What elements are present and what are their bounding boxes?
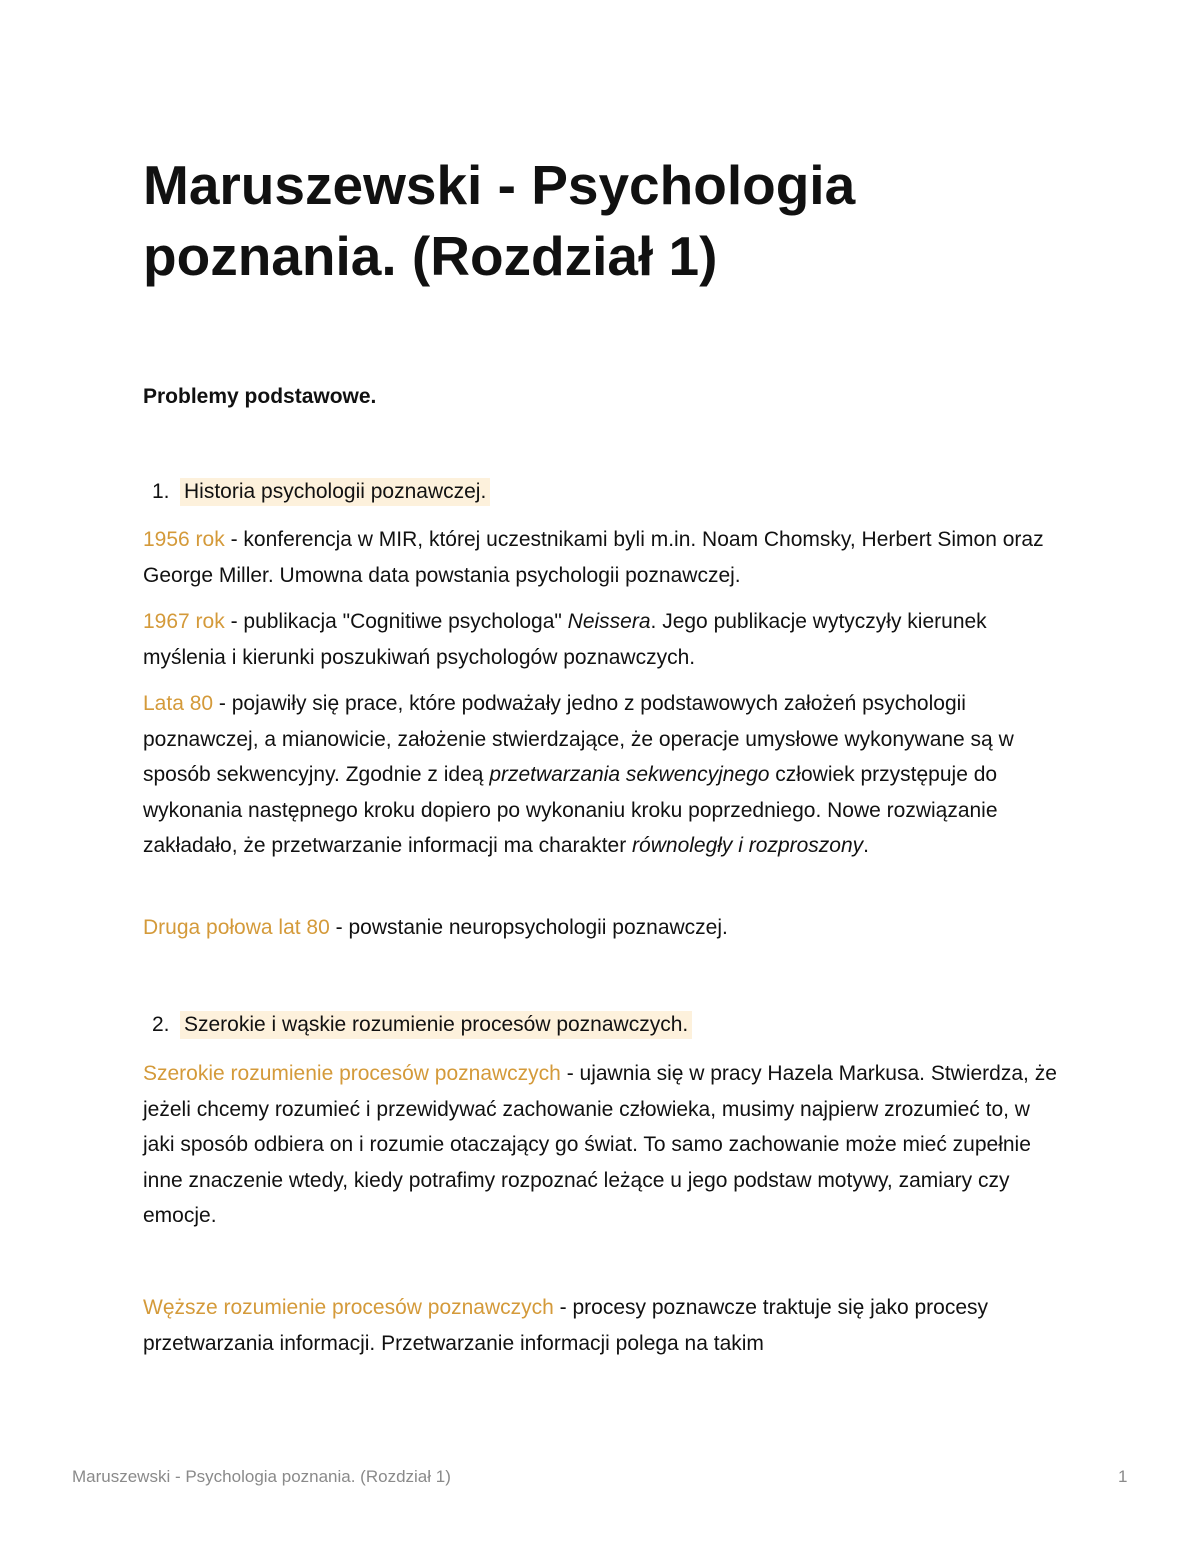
paragraph-lata-80 (143, 686, 1063, 864)
section-subheading: Problemy podstawowe. (143, 385, 377, 408)
term-wezsze: Węższe rozumienie procesów poznawczych (143, 1296, 554, 1319)
text-1967-b: . Jego publikacje wytyczyły kierunek myślenia i kierunki poszukiwań psychologów poznawczych. (143, 610, 987, 669)
section-heading-history: Historia psychologii poznawczej. (180, 478, 490, 506)
document-title: Maruszewski - Psychologia poznania. (Rozdział 1) (143, 154, 856, 287)
term-szerokie: Szerokie rozumienie procesów poznawczych (143, 1062, 561, 1085)
text-lata-80-b: człowiek przystępuje do wykonania następnego kroku dopiero po wykonaniu kroku poprzedniego. Nowe rozwiązanie zakładało, że przetwarzanie informacji ma charakter (143, 763, 998, 857)
text-1967-a: - publikacja "Cognitiwe psychologa" (224, 610, 568, 633)
paragraph-1956 (143, 522, 1063, 593)
text-lata-80-a: - pojawiły się prace, które podważały jedno z podstawowych założeń psychologii poznawczej, a mianowicie, założenie stwierdzające, że operacje umysłowe wykonywane są w sposób sekwencyjny. Zgodnie z ideą (143, 692, 1014, 786)
paragraph-szerokie (143, 1056, 1063, 1234)
text-1956: - konferencja w MIR, której uczestnikami byli m.in. Noam Chomsky, Herbert Simon oraz George Miller. Umowna data powstania psychologii poznawczej. (143, 528, 1044, 587)
italic-sekwencyjne: przetwarzania sekwencyjnego (489, 763, 770, 786)
page-number: 1 (1118, 1467, 1128, 1486)
italic-rownolegly: równoległy i rozproszony (632, 834, 864, 857)
term-1956: 1956 rok (143, 528, 225, 551)
paragraph-wezsze (143, 1290, 1063, 1361)
list-number-1: 1. (152, 480, 170, 503)
italic-neissera: Neissera (567, 610, 651, 633)
list-number-2: 2. (152, 1013, 170, 1036)
footer-title: Maruszewski - Psychologia poznania. (Rozdział 1) (72, 1467, 451, 1486)
term-lata-80: Lata 80 (143, 692, 214, 715)
text-szerokie: - ujawnia się w pracy Hazela Markusa. Stwierdza, że jeżeli chcemy rozumieć i przewidywać zachowanie człowieka, musimy najpierw zrozumieć to, w jaki sposób odbiera on i rozumie otaczający go świat. To samo zachowanie może mieć zupełnie inne znaczenie wtedy, kiedy potrafimy rozpoznać leżące u jego podstaw motywy, zamiary czy emocje. (143, 1062, 1057, 1227)
paragraph-druga-polowa (143, 910, 1063, 946)
term-1967: 1967 rok (143, 610, 225, 633)
term-druga-polowa: Druga połowa lat 80 (143, 916, 330, 939)
text-wezsze: - procesy poznawcze traktuje się jako procesy przetwarzania informacji. Przetwarzanie informacji polega na takim (143, 1296, 989, 1355)
section-heading-understanding: Szerokie i wąskie rozumienie procesów poznawczych. (180, 1011, 692, 1039)
paragraph-1967 (143, 604, 1063, 675)
text-druga-polowa: - powstanie neuropsychologii poznawczej. (329, 916, 728, 939)
text-lata-80-c: . (863, 834, 869, 857)
